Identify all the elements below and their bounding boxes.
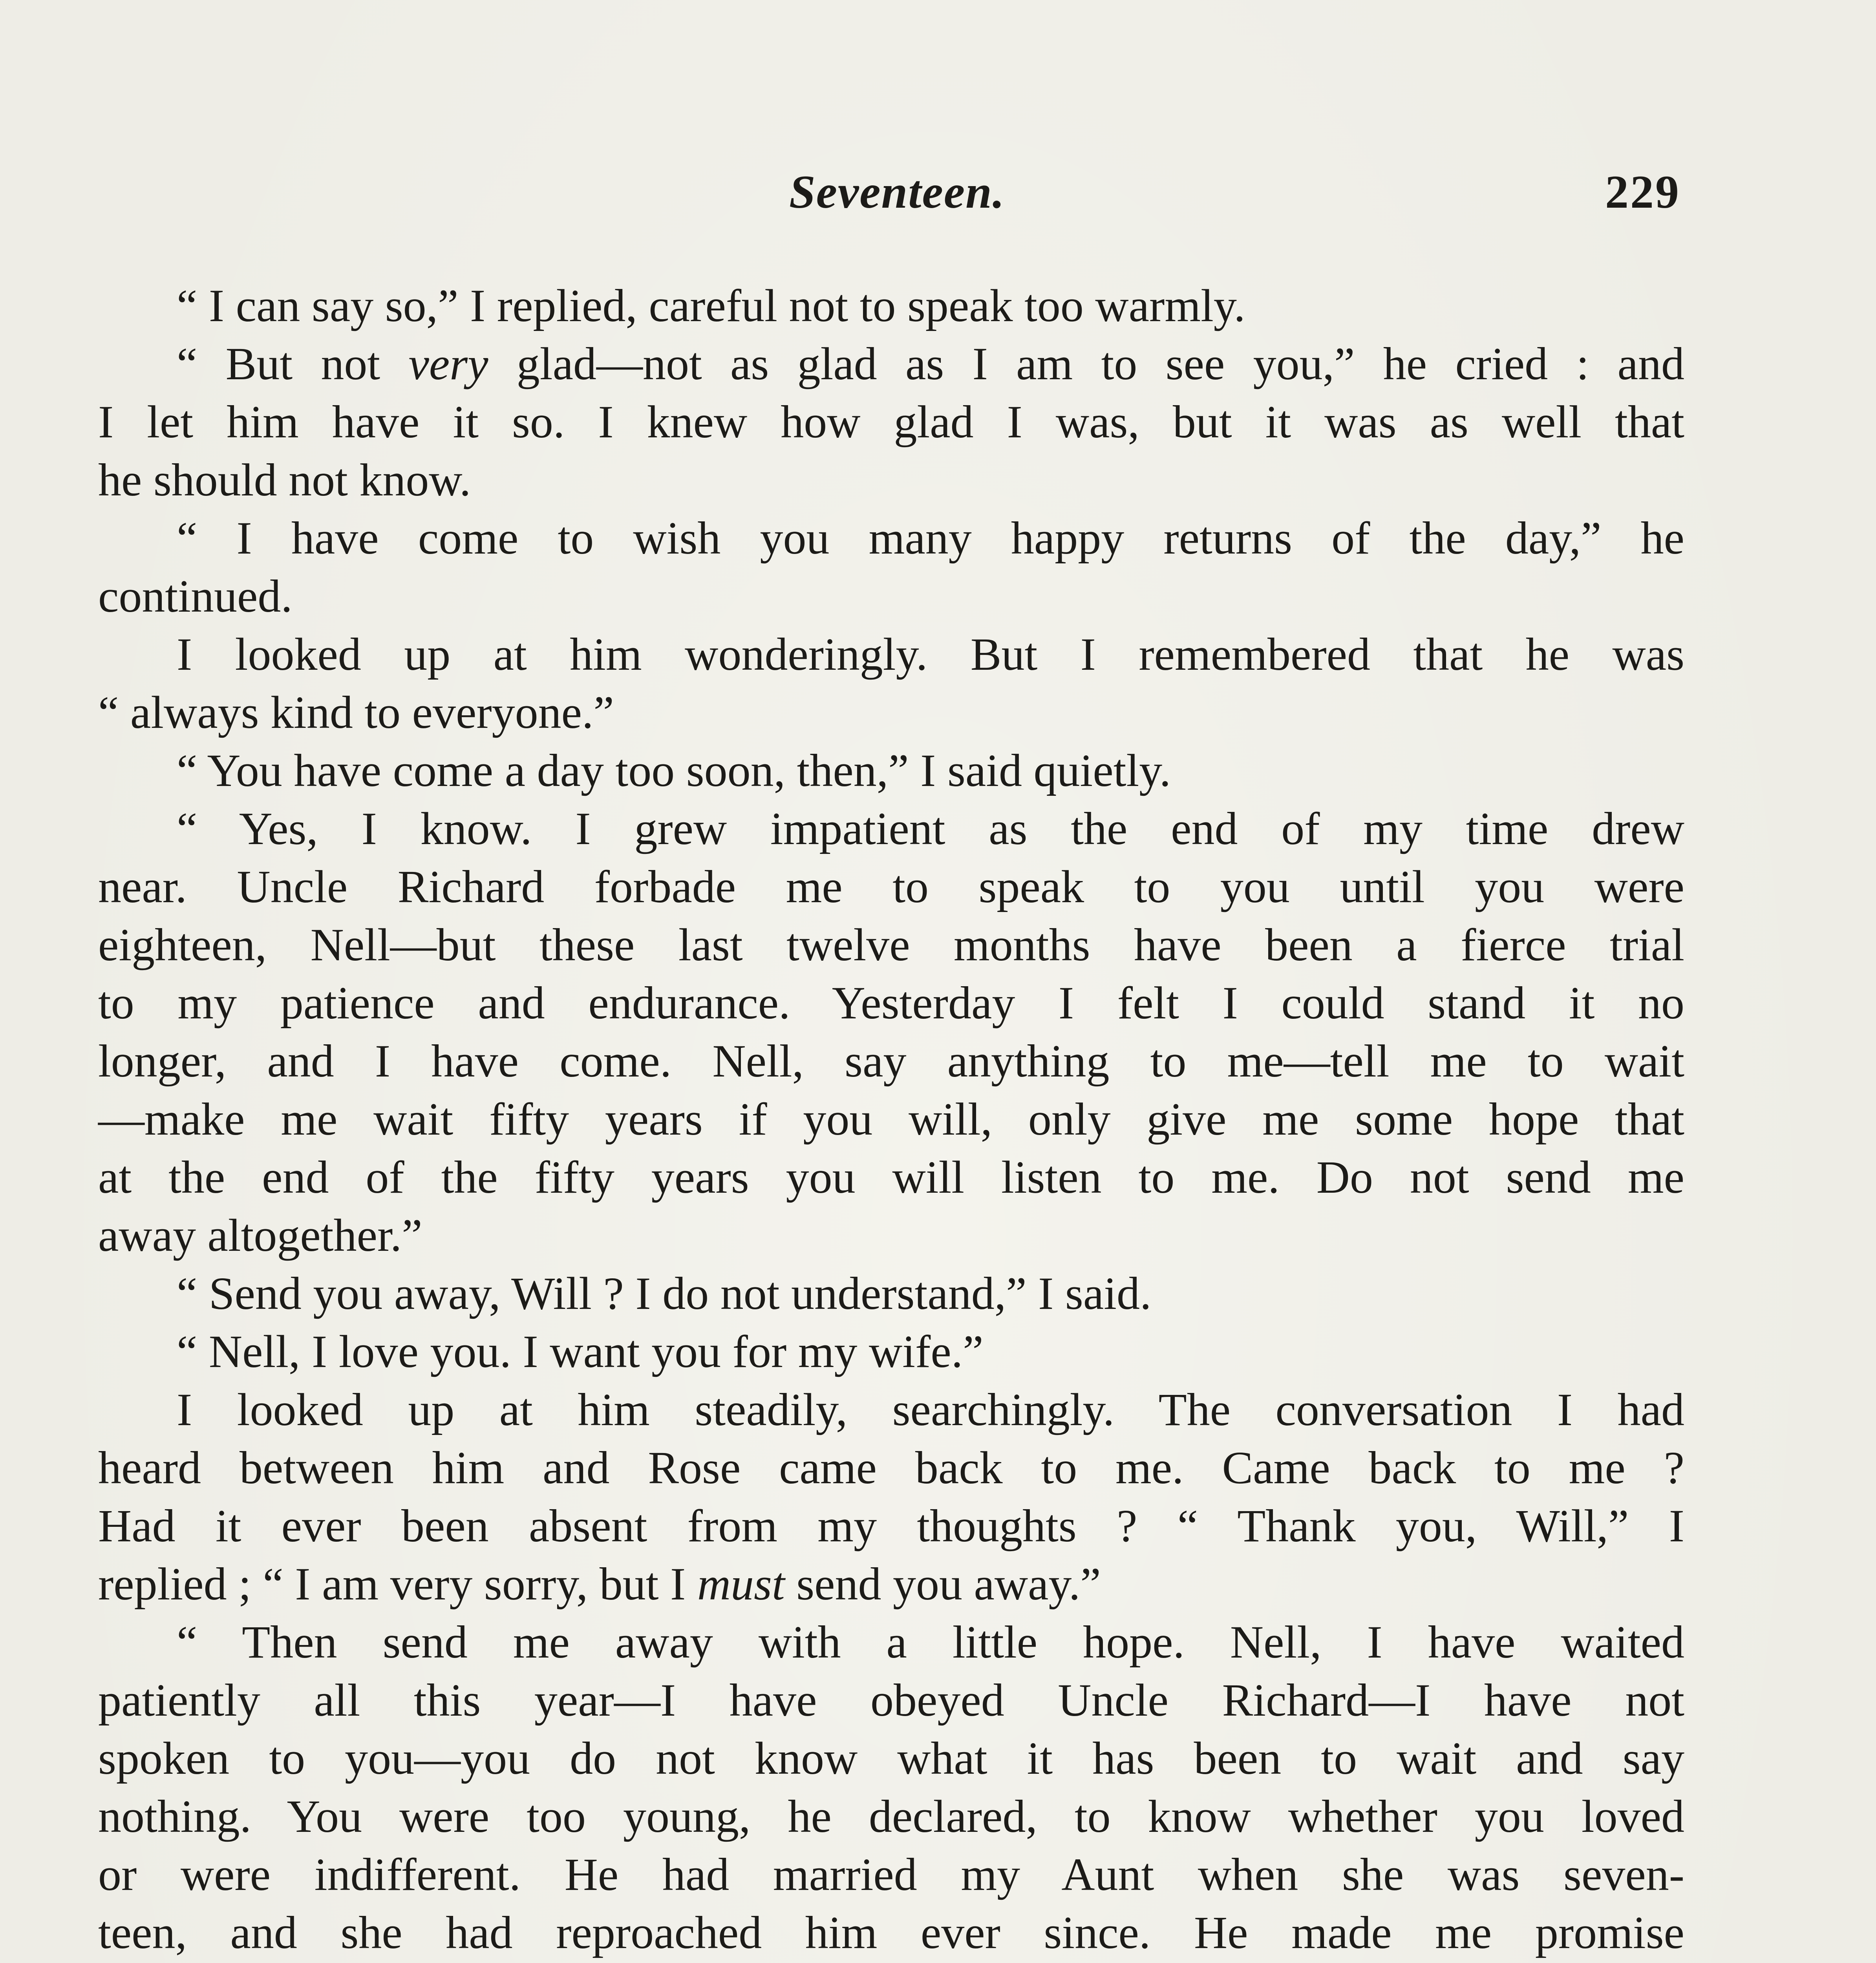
text-line: heard between him and Rose came back to me. Came back to me ? [98, 1442, 1684, 1493]
text-line: “ Send you away, Will ? I do not understand,” I said. [177, 1268, 1152, 1319]
body-text [98, 277, 1684, 1963]
running-head: Seventeen. [789, 166, 1005, 218]
text-line: I looked up at him wonderingly. But I remembered that he was [177, 629, 1684, 680]
text-line: spoken to you—you do not know what it has been to wait and say [98, 1733, 1684, 1784]
text-line: replied ; “ I am very sorry, but I must send you away.” [98, 1558, 1101, 1610]
text-line: continued. [98, 570, 293, 622]
text-line: patiently all this year—I have obeyed Uncle Richard—I have not [98, 1674, 1684, 1726]
text-line: at the end of the fifty years you will listen to me. Do not send me [98, 1151, 1684, 1203]
text-line: I let him have it so. I knew how glad I was, but it was as well that [98, 396, 1684, 448]
text-line: “ Yes, I know. I grew impatient as the end of my time drew [177, 803, 1684, 854]
text-line: he should not know. [98, 454, 471, 506]
text-line: nothing. You were too young, he declared, to know whether you loved [98, 1791, 1684, 1842]
text-line: “ always kind to everyone.” [98, 687, 614, 738]
page-number: 229 [1605, 166, 1680, 218]
text-line: I looked up at him steadily, searchingly. The conversation I had [177, 1384, 1684, 1435]
text-line: eighteen, Nell—but these last twelve months have been a fierce trial [98, 919, 1684, 971]
text-line: —make me wait fifty years if you will, only give me some hope that [98, 1093, 1684, 1145]
text-line: near. Uncle Richard forbade me to speak to you until you were [98, 861, 1684, 912]
text-line: Had it ever been absent from my thoughts ? “ Thank you, Will,” I [98, 1500, 1684, 1552]
text-line: longer, and I have come. Nell, say anything to me—tell me to wait [98, 1035, 1684, 1087]
text-line: to my patience and endurance. Yesterday I felt I could stand it no [98, 977, 1684, 1029]
text-line: “ But not very glad—not as glad as I am to see you,” he cried : and [177, 338, 1684, 389]
text-line: teen, and she had reproached him ever since. He made me promise [98, 1907, 1684, 1958]
text-line: “ Nell, I love you. I want you for my wife.” [177, 1326, 984, 1377]
page-header [98, 165, 1680, 236]
text-line: “ I can say so,” I replied, careful not to speak too warmly. [177, 280, 1245, 331]
text-line: or were indifferent. He had married my Aunt when she was seven- [98, 1849, 1684, 1900]
text-line: “ I have come to wish you many happy returns of the day,” he [177, 512, 1684, 564]
text-line: “ You have come a day too soon, then,” I said quietly. [177, 745, 1171, 796]
text-line: away altogether.” [98, 1210, 422, 1261]
text-line: “ Then send me away with a little hope. Nell, I have waited [177, 1616, 1684, 1668]
